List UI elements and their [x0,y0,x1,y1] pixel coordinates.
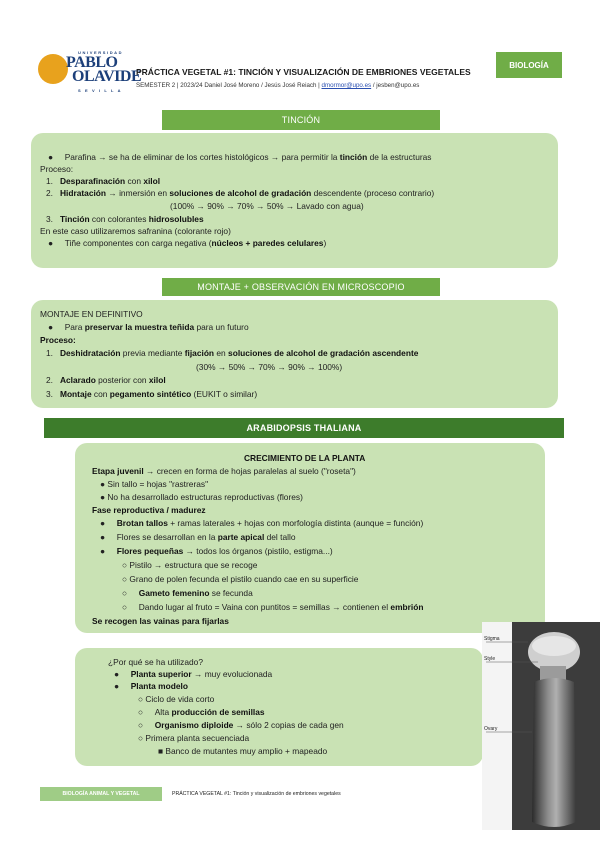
text-line: Etapa juvenil → crecen en forma de hojas paralelas al suelo ("roseta") [92,466,356,476]
text-line: 3. Montaje con pegamento sintético (EUKIT o similar) [46,389,258,399]
text-line: ● Flores se desarrollan en la parte apical del tallo [100,532,296,542]
text-line: (30% → 50% → 70% → 90% → 100%) [196,362,343,372]
text-line: 1. Deshidratación previa mediante fijación en soluciones de alcohol de gradación ascendente [46,348,419,358]
text-line: 3. Tinción con colorantes hidrosolubles [46,214,204,224]
style-label: Style [484,656,496,662]
text-line: ○ Organismo diploide → sólo 2 copias de cada gen [138,720,344,730]
text-line: Fase reproductiva / madurez [92,505,206,515]
text-line: ● Parafina → se ha de eliminar de los cortes histológicos → para permitir la tinción de la estructuras [48,152,432,162]
text-line: ○ Dando lugar al fruto = Vaina con puntitos = semillas → contienen el embrión [122,602,424,612]
text-line: 2. Hidratación → inmersión en soluciones de alcohol de gradación descendente (proceso contrario) [46,188,435,198]
text-line: En este caso utilizaremos safranina (colorante rojo) [40,226,231,236]
text-line: ■ Banco de mutantes muy amplio + mapeado [158,746,328,756]
text-line: ● Sin tallo = hojas "rastreras" [100,479,209,489]
text-line: 2. Aclarado posterior con xilol [46,375,166,385]
subject-tag: BIOLOGÍA [496,52,562,78]
text-line: 1. Desparafinación con xilol [46,176,161,186]
text-line: ○ Grano de polen fecunda el pistilo cuando cae en su superficie [122,574,359,584]
text-line: ○ Pistilo → estructura que se recoge [122,560,258,570]
text-line: ● Tiñe componentes con carga negativa (núcleos + paredes celulares) [48,238,327,248]
document-meta: SEMESTER 2 | 2023/24 Daniel José Moreno / Jesús José Reiach | dmormor@upo.es / jesben@upo.es [136,82,420,89]
text-line: CRECIMIENTO DE LA PLANTA [244,453,366,463]
text-line: Proceso: [40,164,74,174]
text-line: ● No ha desarrollado estructuras reproductivas (flores) [100,492,303,502]
section-heading-arabidopsis: ARABIDOPSIS THALIANA [44,418,564,438]
logo-sun-icon [38,54,68,84]
university-logo [38,48,142,94]
section-heading-montaje: MONTAJE + OBSERVACIÓN EN MICROSCOPIO [162,278,440,296]
text-line: ○ Primera planta secuenciada [138,733,250,743]
text-line: ○ Gameto femenino se fecunda [122,588,253,598]
page-footer [40,787,560,801]
text-line: Proceso: [40,335,76,345]
email-link[interactable]: dmormor@upo.es [321,82,372,89]
section-heading-tincion: TINCIÓN [162,110,440,130]
text-line: ● Brotan tallos + ramas laterales + hojas con morfología distinta (aunque = función) [100,518,424,528]
text-line: ● Planta modelo [114,681,188,691]
text-line: Se recogen las vainas para fijarlas [92,616,229,626]
ovary-label: Ovary [484,726,498,732]
footer-subject: BIOLOGÍA ANIMAL Y VEGETAL [40,787,162,801]
text-line: ● Planta superior → muy evolucionada [114,669,273,679]
stigma-label: Stigma [484,636,500,642]
text-line: ○ Alta producción de semillas [138,707,265,717]
text-line: ¿Por qué se ha utilizado? [108,657,203,667]
logo-wordmark: PABLO OLAVIDE [66,54,142,85]
footer-title: PRÁCTICA VEGETAL #1: Tinción y visualización de embriones vegetales [172,791,341,797]
text-line: MONTAJE EN DEFINITIVO [40,309,143,319]
text-line: (100% → 90% → 70% → 50% → Lavado con agua) [170,201,364,211]
logo-top-text: UNIVERSIDAD [78,50,124,55]
document-title: PRÁCTICA VEGETAL #1: TINCIÓN Y VISUALIZACIÓN DE EMBRIONES VEGETALES [136,67,471,77]
text-line: ● Para preservar la muestra teñida para un futuro [48,322,249,332]
text-line: ● Flores pequeñas → todos los órganos (pistilo, estigma...) [100,546,333,556]
logo-bottom-text: S E V I L L A [78,88,123,93]
text-line: ○ Ciclo de vida corto [138,694,215,704]
